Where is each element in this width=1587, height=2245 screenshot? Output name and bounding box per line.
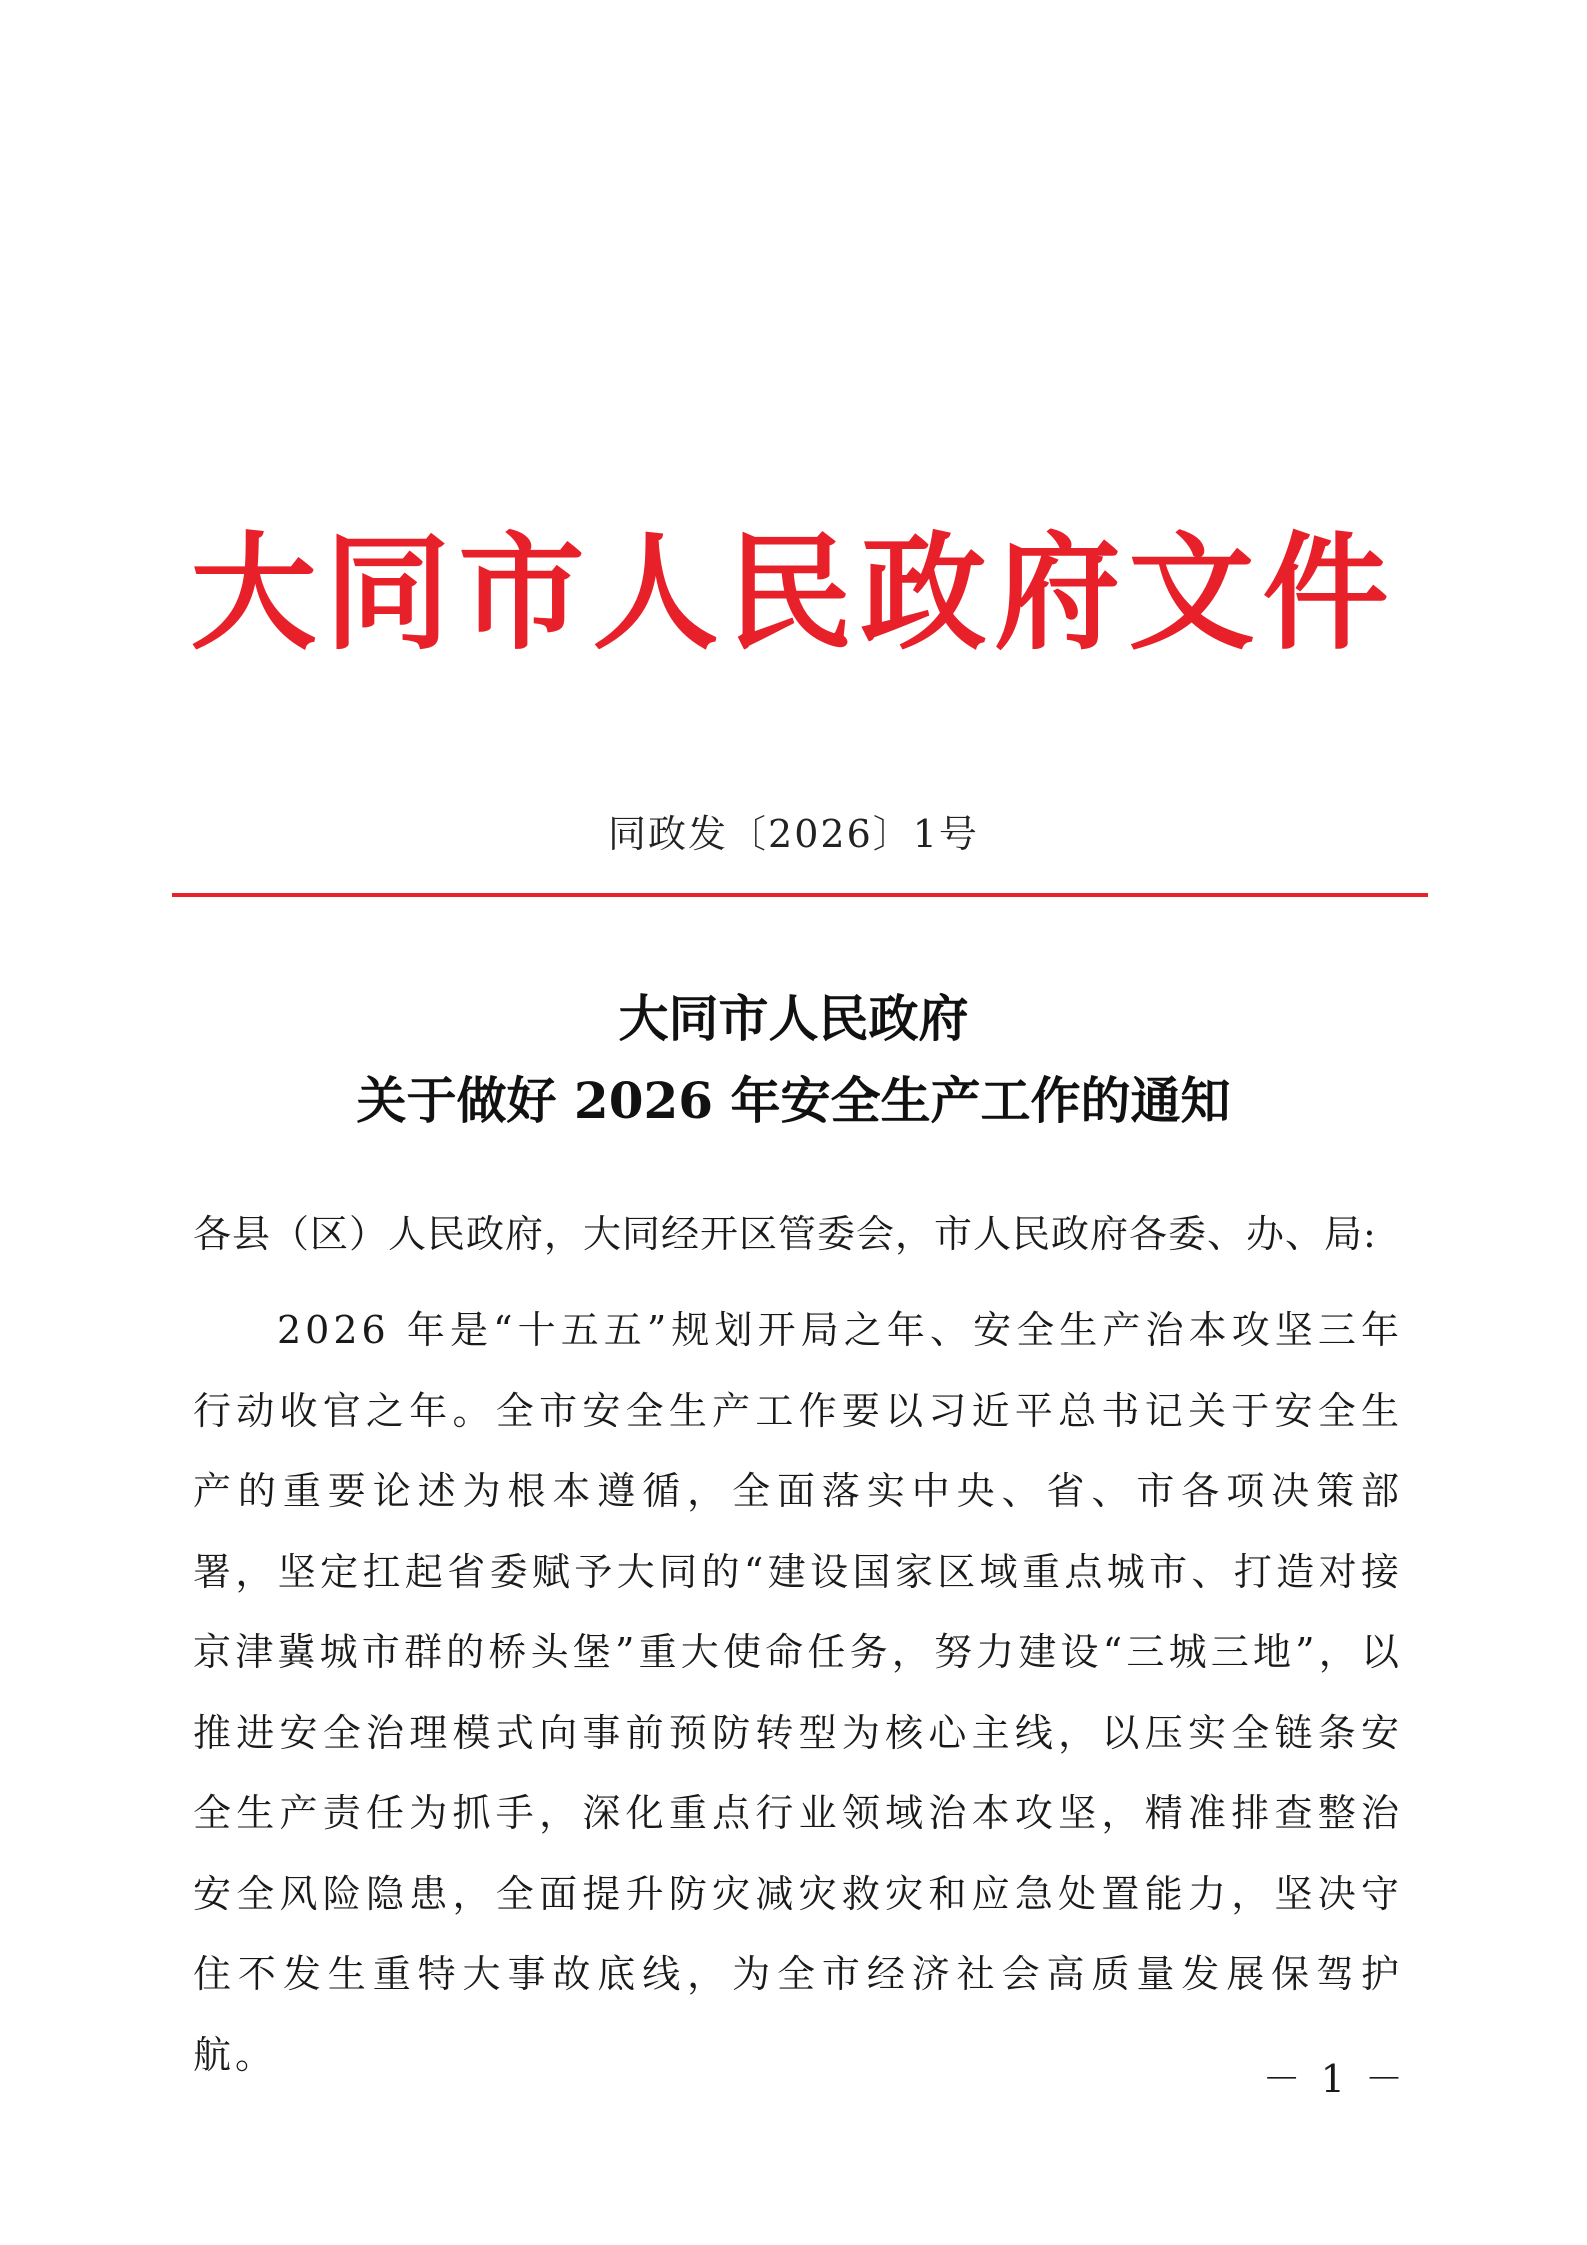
addressee: 各县（区）人民政府，大同经开区管委会，市人民政府各委、办、局: — [193, 1212, 1377, 1256]
body-paragraph: 2026 年是“十五五”规划开局之年、安全生产治本攻坚三年行动收官之年。全市安全生产工作要以习近平总书记关于安全生产的重要论述为根本遵循，全面落实中央、省、市各项决策部署，坚定扛起省委赋予大同的“建设国家区域重点城市、打造对接京津冀城市群的桥头堡”重大使命任务，努力建设“三城三地”，以推进安全治理模式向事前预防转型为核心主线，以压实全链条安全生产责任为抓手，深化重点行业领域治本攻坚，精准排查整治安全风险隐患，全面提升防灾减灾救灾和应急处置能力，坚决守住不发生重特大事故底线，为全市经济社会高质量发展保驾护航。 — [193, 1308, 1403, 2077]
notice-title-line2: 关于做好 2026 年安全生产工作的通知 — [356, 1071, 1231, 1130]
page-number: － 1 － — [1262, 2057, 1407, 2101]
document-header-title: 大同市人民政府文件 — [190, 519, 1397, 667]
red-divider-line — [172, 893, 1428, 897]
document-number: 同政发〔2026〕1号 — [608, 812, 979, 856]
notice-title-line1: 大同市人民政府 — [618, 989, 969, 1048]
